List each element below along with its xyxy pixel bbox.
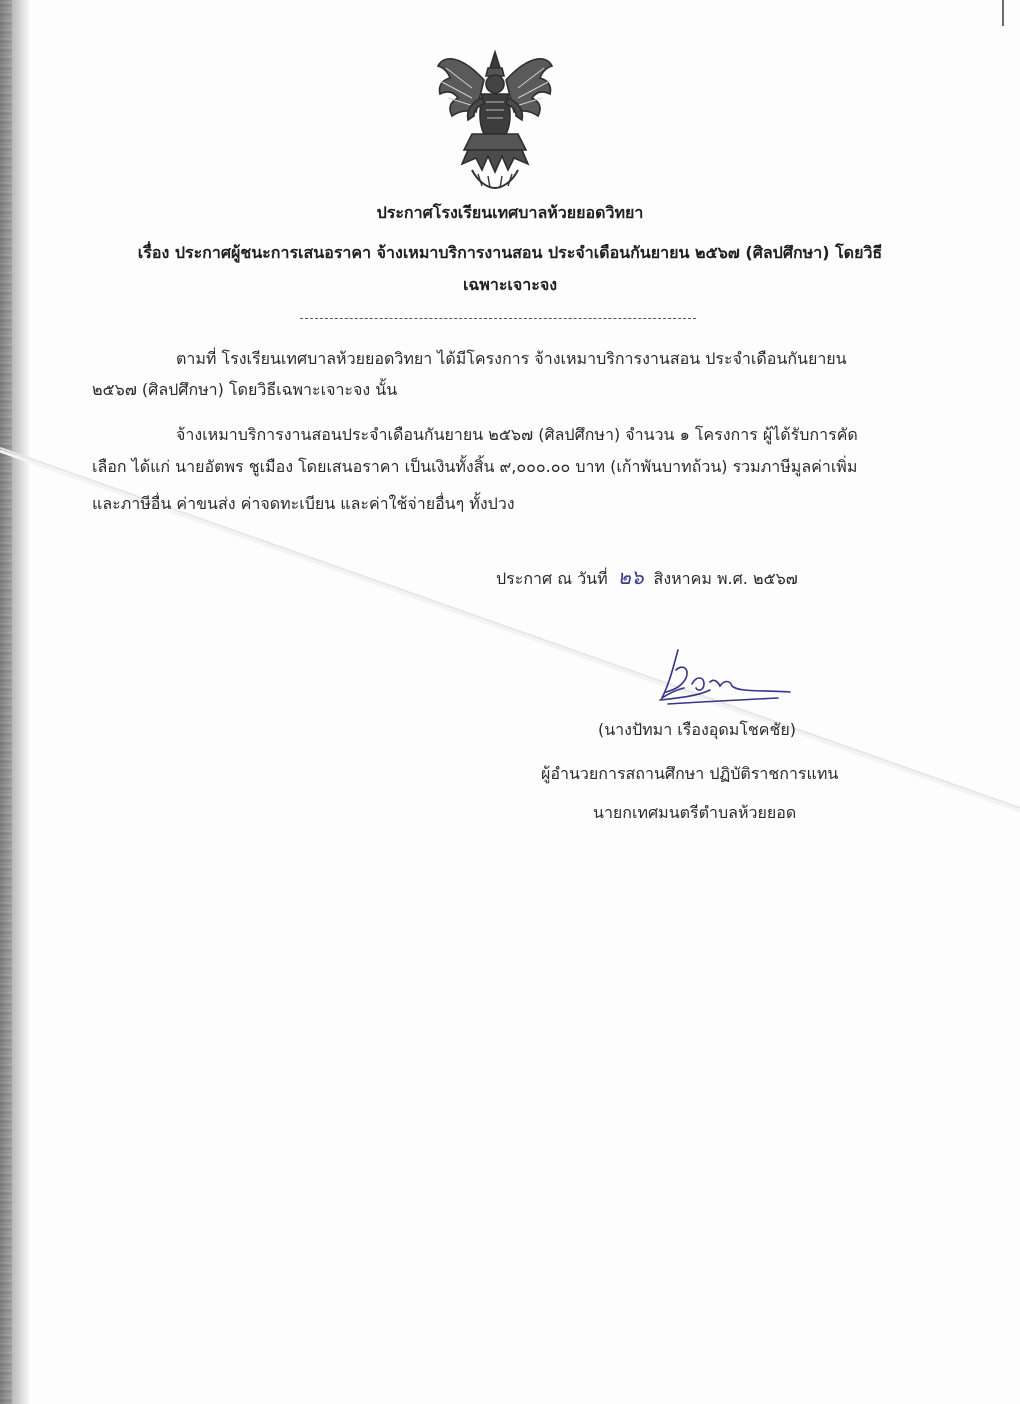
announcement-title: ประกาศโรงเรียนเทศบาลห้วยยอดวิทยา [376, 203, 644, 222]
date-prefix: ประกาศ ณ วันที่ [496, 569, 608, 588]
paragraph1-line1: ตามที่ โรงเรียนเทศบาลห้วยยอดวิทยา ได้มีโครงการ จ้างเหมาบริการงานสอน ประจำเดือนกันยายน [176, 349, 847, 368]
announcement-date [496, 567, 798, 589]
paragraph2-line2: เลือก ได้แก่ นายอัตพร ชูเมือง โดยเสนอราคา เป็นเงินทั้งสิ้น ๙,๐๐๐.๐๐ บาท (เก้าพันบาทถ้วน) รวมภาษีมูลค่าเพิ่ม [92, 457, 858, 476]
signatory-position-line1: ผู้อำนวยการสถานศึกษา ปฏิบัติราชการแทน [541, 764, 839, 783]
scan-mark [1002, 0, 1004, 26]
header-divider [300, 318, 696, 319]
paragraph2-line3: และภาษีอื่น ค่าขนส่ง ค่าจดทะเบียน และค่าใช้จ่ายอื่นๆ ทั้งปวง [92, 494, 515, 513]
handwritten-signature [648, 640, 798, 720]
garuda-emblem-icon [432, 46, 558, 192]
paragraph1-line2: ๒๕๖๗ (ศิลปศึกษา) โดยวิธีเฉพาะเจาะจง นั้น [92, 380, 398, 399]
date-suffix: สิงหาคม พ.ศ. ๒๕๖๗ [653, 569, 798, 588]
announcement-subject-line1: เรื่อง ประกาศผู้ชนะการเสนอราคา จ้างเหมาบริการงานสอน ประจำเดือนกันยายน ๒๕๖๗ (ศิลปศึกษา) โดยวิธี [137, 243, 883, 262]
signatory-position-line2: นายกเทศมนตรีตำบลห้วยยอด [593, 803, 797, 822]
announcement-subject-line2: เฉพาะเจาะจง [462, 275, 558, 294]
signatory-name: (นางปัทมา เรืองอุดมโชคชัย) [598, 720, 796, 739]
date-day-handwritten: ๒๖ [617, 565, 644, 589]
paragraph2-line1: จ้างเหมาบริการงานสอนประจำเดือนกันยายน ๒๕๖๗ (ศิลปศึกษา) จำนวน ๑ โครงการ ผู้ได้รับการคัด [176, 425, 858, 444]
